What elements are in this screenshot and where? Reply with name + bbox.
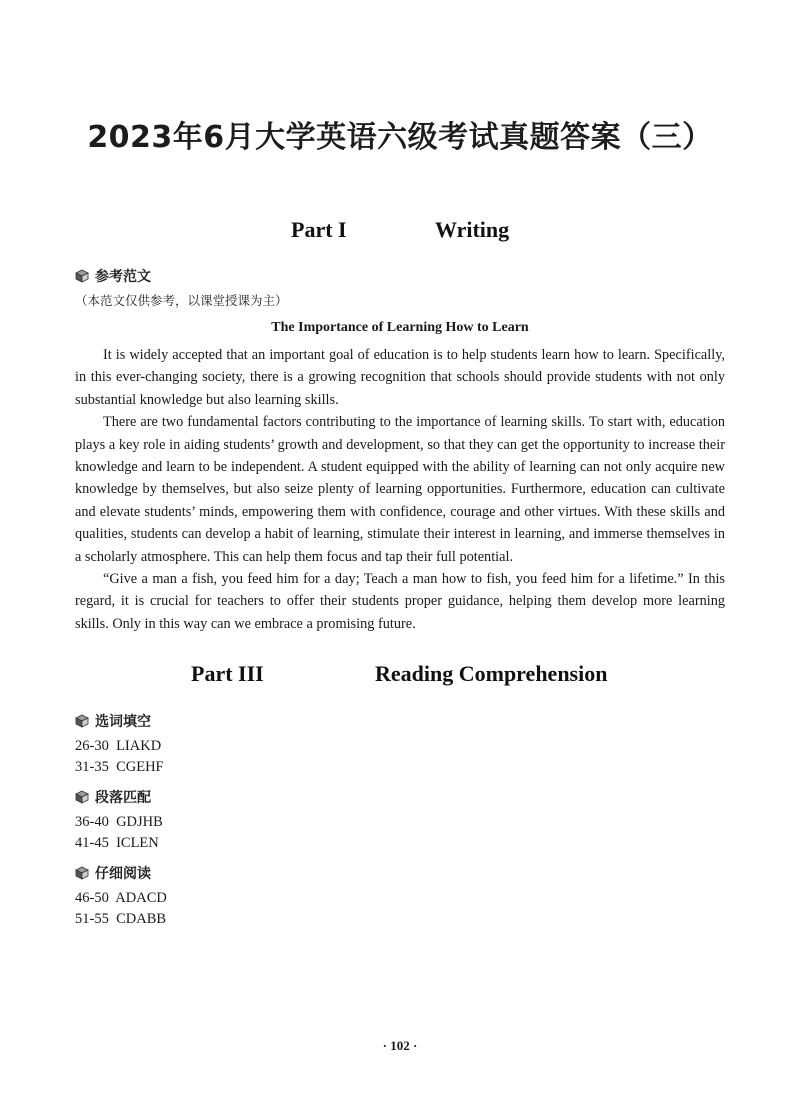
answer-list-matching <box>75 812 163 854</box>
answer-line: 46-50 ADACD <box>75 890 167 906</box>
answer-line: 41-45 ICLEN <box>75 835 159 851</box>
section-heading-matching <box>75 787 151 807</box>
section-heading-careful-reading <box>75 863 151 883</box>
page-number: · 102 · <box>382 1038 418 1053</box>
essay-paragraph: “Give a man a fish, you feed him for a day; Teach a man how to fish, you feed him for a lifetime.” In this regard, it is crucial for teachers to offer their students proper guidance, helping them develop more learning skills. Only in this way can we embrace a promising future. <box>75 571 725 632</box>
cube-icon <box>75 866 89 880</box>
part1-name: Writing <box>435 217 510 242</box>
sample-heading-label: 参考范文 <box>95 269 151 285</box>
answer-list-cloze <box>75 736 164 778</box>
part1-number: Part I <box>291 217 347 242</box>
cube-icon <box>75 269 89 283</box>
section-heading-label: 仔细阅读 <box>95 866 151 882</box>
cube-icon <box>75 714 89 728</box>
cube-icon <box>75 790 89 804</box>
page-title: 2023年6月大学英语六级考试真题答案（三） <box>87 120 713 155</box>
part3-name: Reading Comprehension <box>375 661 608 686</box>
answer-list-careful-reading <box>75 888 167 930</box>
answer-line: 26-30 LIAKD <box>75 738 162 754</box>
answer-line: 51-55 CDABB <box>75 911 167 927</box>
answer-line: 31-35 CGEHF <box>75 759 164 775</box>
essay-paragraph: It is widely accepted that an important goal of education is to help students learn how to learn. Specifically, in this ever-changing society, there is a growing recognition that schools should provide students with not only substantial knowledge but also learning skills. <box>75 347 725 408</box>
part3-number: Part III <box>191 661 264 686</box>
essay-body <box>75 344 725 635</box>
section-heading-cloze <box>75 711 151 731</box>
section-heading-label: 选词填空 <box>95 714 151 730</box>
essay-paragraph: There are two fundamental factors contributing to the importance of learning skills. To start with, education plays a key role in aiding students’ growth and development, so that they can get the opportunity to increase their knowledge and learn to be independent. A student equipped with the ability of learning can not only acquire new knowledge by themselves, but also seize plenty of learning opportunities. Furthermore, education can cultivate and elevate students’ minds, empowering them with confidence, courage and other virtues. With these skills and qualities, students can develop a habit of learning, stimulate their interest in learning, and immerse themselves in a scholarly atmosphere. This can help them focus and tap their full potential. <box>75 414 725 565</box>
section-heading-label: 段落匹配 <box>95 790 151 806</box>
sample-essay-heading <box>75 266 151 286</box>
essay-title: The Importance of Learning How to Learn <box>271 320 529 335</box>
answer-line: 36-40 GDJHB <box>75 814 163 830</box>
sample-note: （本范文仅供参考，以课堂授课为主） <box>75 293 288 308</box>
